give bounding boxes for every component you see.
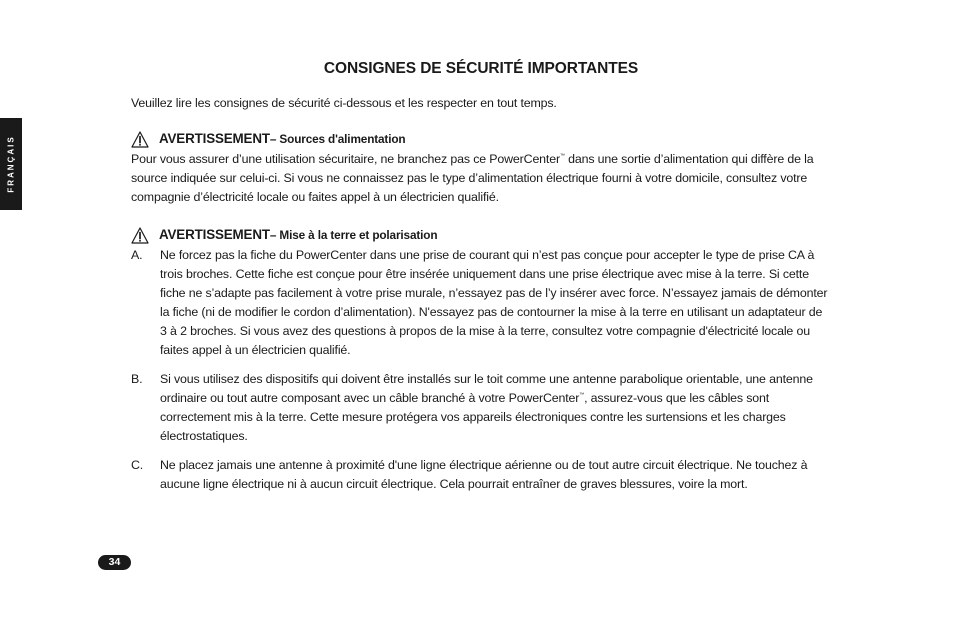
page-title: CONSIGNES DE SÉCURITÉ IMPORTANTES [323,60,639,77]
language-tab-label: FRANÇAIS [6,135,16,193]
list-item-text: Ne placez jamais une antenne à proximité d'une ligne électrique aérienne ou de tout autre circuit électrique. Ne touchez à aucune ligne électrique ni à aucun circuit électrique. Cela pourrait entraîner de graves blessures, voire la mort. [160,458,808,491]
list-item-text: Ne forcez pas la fiche du PowerCenter dans une prise de courant qui n’est pas conçue pour accepter le type de prise CA à trois broches. Cette fiche est conçue pour être insérée uniquement dans une prise électrique avec mise à la terre. Si cette fiche ne s’adapte pas facilement à votre prise murale, n’essayez pas de l’y insérer avec force. N’essayez jamais de démonter la fiche (ni de modifier le cordon d’alimentation). N'essayez pas de contourner la mise à la terre en utilisant un adaptateur de 3 à 2 broches. Si vous avez des questions à propos de la mise à la terre, consultez votre compagnie d'électricité locale ou faites appel à un électricien qualifié. [160,248,828,357]
warning-label: AVERTISSEMENT [159,131,270,146]
warning-label: AVERTISSEMENT [159,227,270,242]
list-item-letter: A. [131,248,143,262]
warning-triangle-icon [131,227,149,244]
power-sources-paragraph [131,150,831,207]
list-item-letter: B. [131,372,143,386]
intro-text: Veuillez lire les consignes de sécurité ci-dessous et les respecter en tout temps. [131,96,557,110]
warning-triangle-icon [131,131,149,148]
warning-subtitle: – Sources d'alimentation [269,132,406,146]
document-page [131,56,831,504]
list-item-letter: C. [131,458,144,472]
page-number-badge: 34 [98,555,131,570]
warning-heading-grounding [131,225,831,245]
list-item-c [131,456,831,494]
trademark-symbol: ™ [579,392,585,398]
paragraph-text: dans une sortie d’alimentation qui diffère de la source indiquée sur celui-ci. Si vous ne connaissez pas le type d’alimentation électrique fourni à votre domicile, consultez votre compagnie d’électricité locale ou faites appel à un électricien qualifié. [131,152,814,204]
list-item-text: , assurez-vous que les câbles sont correctement mis à la terre. Cette mesure protégera vos appareils électroniques contre les surtensions et les charges électrostatiques. [160,391,786,443]
list-item-b [131,370,831,446]
list-item-text: Si vous utilisez des dispositifs qui doivent être installés sur le toit comme une antenne parabolique orientable, une antenne ordinaire ou tout autre composant avec un câble branché à votre PowerCenter [160,372,813,405]
list-item-a [131,246,831,360]
warning-subtitle: – Mise à la terre et polarisation [269,228,438,242]
trademark-symbol: ™ [559,153,565,159]
language-side-tab [0,118,22,210]
paragraph-text: Pour vous assurer d’une utilisation sécuritaire, ne branchez pas ce PowerCenter [131,152,560,166]
warning-heading-power-sources [131,129,831,149]
